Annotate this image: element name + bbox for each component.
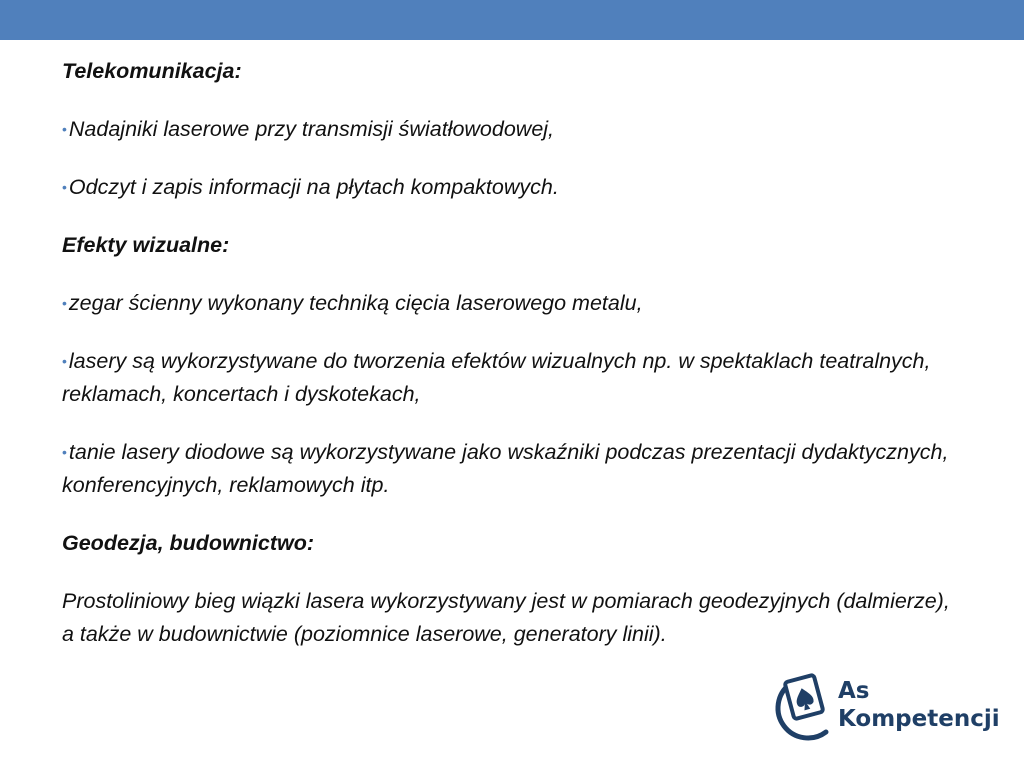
bullet-item — [62, 287, 962, 320]
bullet-item — [62, 345, 962, 411]
bullet-icon: • — [62, 353, 67, 369]
top-accent-bar — [0, 0, 1024, 40]
section-heading-telecom: Telekomunikacja: — [62, 59, 242, 83]
section-heading-visual: Efekty wizualne: — [62, 233, 230, 257]
logo-line-1: As — [838, 678, 870, 704]
spade-card-icon — [768, 668, 834, 744]
logo — [768, 668, 998, 748]
slide-content — [62, 55, 962, 676]
bullet-text: lasery są wykorzystywane do tworzenia efektów wizualnych np. w spektaklach teatralnych, reklamach, koncertach i dyskotekach, — [62, 349, 931, 406]
bullet-icon: • — [62, 121, 67, 137]
bullet-text: zegar ścienny wykonany techniką cięcia laserowego metalu, — [68, 291, 643, 315]
bullet-text: tanie lasery diodowe są wykorzystywane jako wskaźniki podczas prezentacji dydaktycznych, konferencyjnych, reklamowych itp. — [62, 440, 949, 497]
bullet-icon: • — [62, 444, 67, 460]
bullet-item — [62, 113, 962, 146]
bullet-item — [62, 436, 962, 502]
bullet-icon: • — [62, 295, 67, 311]
bullet-icon: • — [62, 179, 67, 195]
bullet-item — [62, 171, 962, 204]
bullet-text: Nadajniki laserowe przy transmisji światłowodowej, — [68, 117, 555, 141]
bullet-text: Odczyt i zapis informacji na płytach kompaktowych. — [68, 175, 559, 199]
section-heading-geo: Geodezja, budownictwo: — [62, 531, 315, 555]
logo-line-2: Kompetencji — [838, 706, 1000, 732]
logo-text — [838, 677, 1000, 733]
body-paragraph: Prostoliniowy bieg wiązki lasera wykorzystywany jest w pomiarach geodezyjnych (dalmierze), a także w budownictwie (poziomnice laserowe, generatory linii). — [62, 589, 950, 646]
